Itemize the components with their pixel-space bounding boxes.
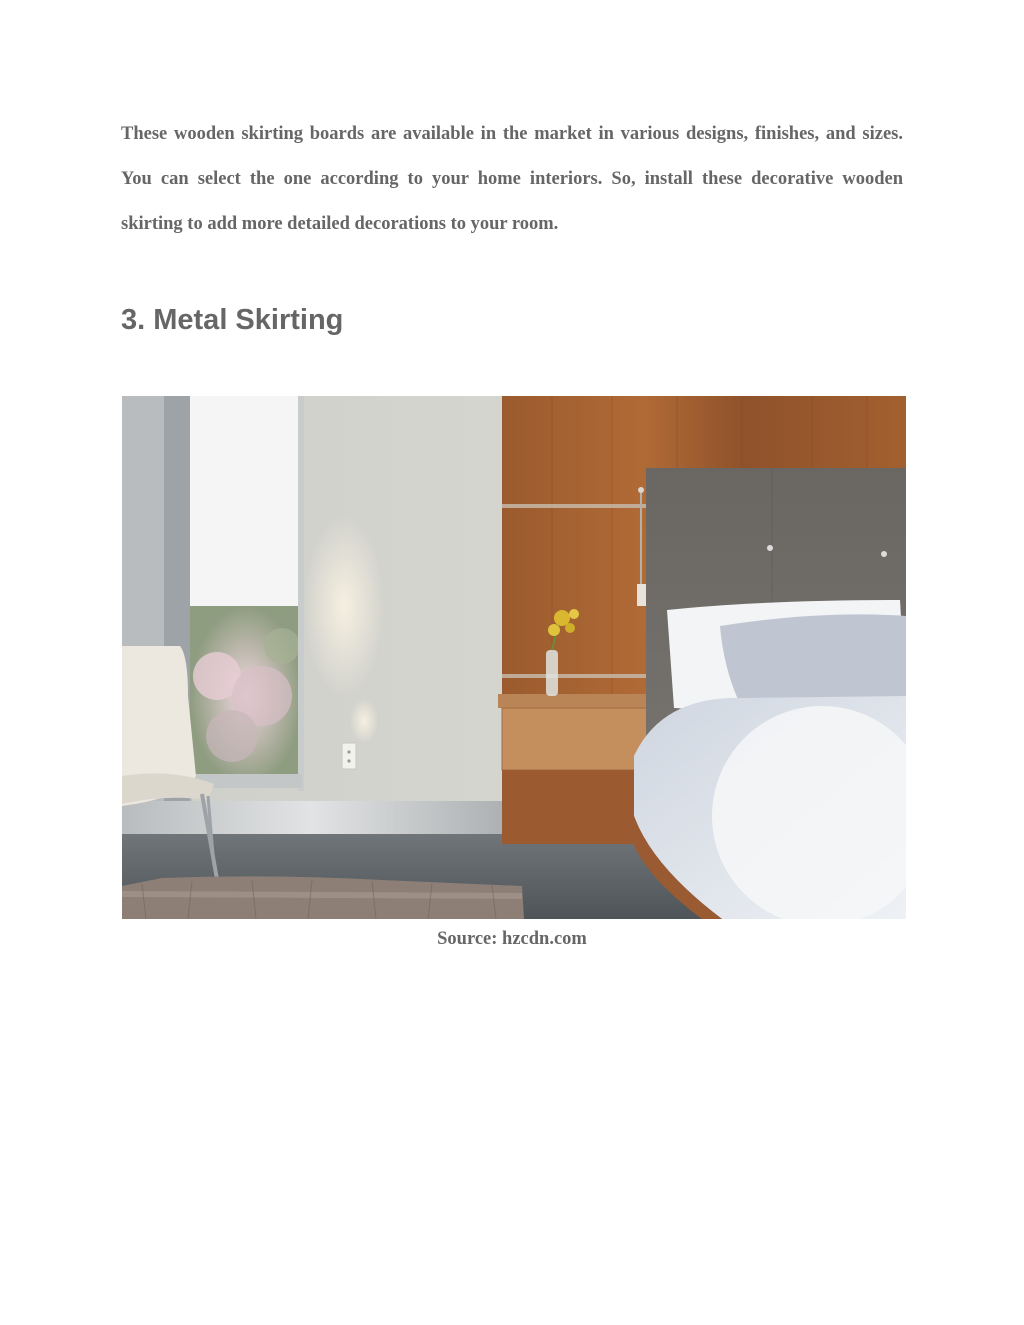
image-caption: Source: hzcdn.com xyxy=(437,929,587,949)
bedroom-photo xyxy=(122,396,906,919)
section-heading: 3. Metal Skirting xyxy=(121,304,344,336)
body-paragraph: These wooden skirting boards are available in the market in various designs, finishes, and sizes. You can select the one according to your home interiors. So, install these decorative wooden skirting to add more detailed decorations to your room. xyxy=(121,124,903,234)
